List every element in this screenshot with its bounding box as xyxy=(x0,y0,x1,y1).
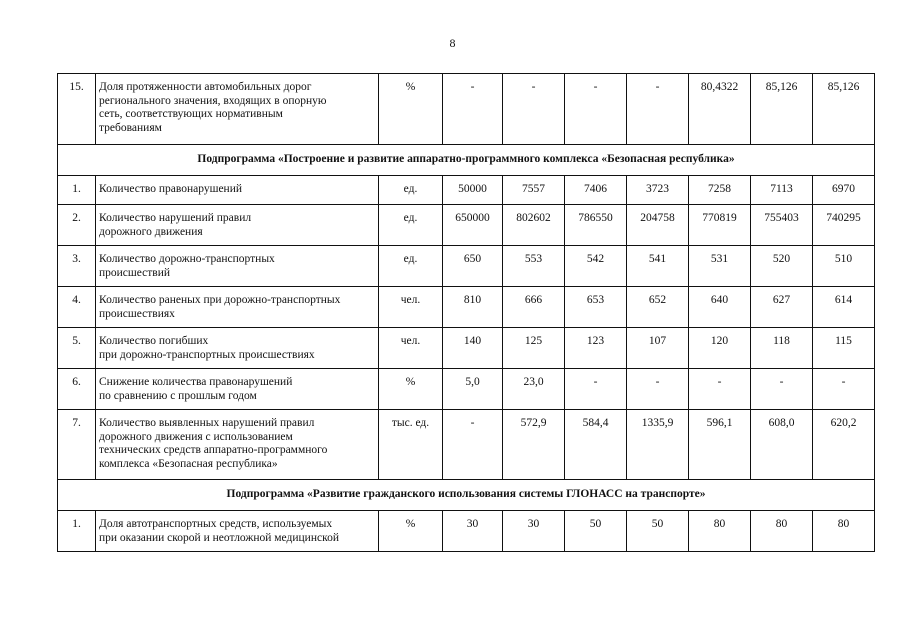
value-cell: 1335,9 xyxy=(627,410,689,480)
indicator-name-line: Доля протяженности автомобильных дорог xyxy=(99,81,312,93)
value-cell: 510 xyxy=(813,246,875,287)
value-cell: - xyxy=(565,369,627,410)
indicator-name-line: технических средств аппаратно-программного xyxy=(99,444,328,456)
indicator-name-line: сеть, соответствующих нормативным xyxy=(99,108,283,120)
value-cell: 85,126 xyxy=(751,74,813,145)
value-cell: 584,4 xyxy=(565,410,627,480)
value-cell: 7557 xyxy=(503,176,565,205)
value-cell: - xyxy=(443,410,503,480)
unit-cell: % xyxy=(379,74,443,145)
value-cell: 666 xyxy=(503,287,565,328)
value-cell: 650 xyxy=(443,246,503,287)
page-number: 8 xyxy=(449,36,456,50)
value-cell: 50 xyxy=(627,511,689,552)
row-number: 7. xyxy=(58,410,96,480)
value-cell: 542 xyxy=(565,246,627,287)
table-row xyxy=(58,246,875,287)
value-cell: 80,4322 xyxy=(689,74,751,145)
value-cell: 520 xyxy=(751,246,813,287)
indicator-name-line: регионального значения, входящих в опорную xyxy=(99,94,327,107)
row-number: 1. xyxy=(58,176,96,205)
table-row xyxy=(58,369,875,410)
indicator-name-line: Количество нарушений правил xyxy=(99,212,252,224)
value-cell: 115 xyxy=(813,328,875,369)
table-row xyxy=(58,328,875,369)
value-cell: 123 xyxy=(565,328,627,369)
unit-cell: ед. xyxy=(379,246,443,287)
indicator-name-line: Количество погибших xyxy=(99,335,209,347)
unit-cell: чел. xyxy=(379,328,443,369)
table-row xyxy=(58,176,875,205)
value-cell: 7113 xyxy=(751,176,813,205)
indicator-name-line: Количество правонарушений xyxy=(99,183,243,195)
indicator-name xyxy=(96,369,379,410)
row-number: 3. xyxy=(58,246,96,287)
row-number: 15. xyxy=(58,74,96,145)
value-cell: 770819 xyxy=(689,205,751,246)
indicator-name xyxy=(96,287,379,328)
indicator-name-line: по сравнению с прошлым годом xyxy=(99,389,257,402)
value-cell: 50 xyxy=(565,511,627,552)
value-cell: - xyxy=(813,369,875,410)
row-number: 6. xyxy=(58,369,96,410)
indicator-name-line: Снижение количества правонарушений xyxy=(99,376,293,388)
unit-cell: ед. xyxy=(379,176,443,205)
value-cell: 650000 xyxy=(443,205,503,246)
value-cell: 640 xyxy=(689,287,751,328)
value-cell: 553 xyxy=(503,246,565,287)
value-cell: - xyxy=(751,369,813,410)
value-cell: 107 xyxy=(627,328,689,369)
value-cell: 755403 xyxy=(751,205,813,246)
value-cell: 531 xyxy=(689,246,751,287)
value-cell: 740295 xyxy=(813,205,875,246)
table-row xyxy=(58,205,875,246)
value-cell: - xyxy=(627,74,689,145)
indicator-name-line: происшествиях xyxy=(99,307,175,320)
unit-cell: тыс. ед. xyxy=(379,410,443,480)
value-cell: - xyxy=(443,74,503,145)
value-cell: 802602 xyxy=(503,205,565,246)
table-row xyxy=(58,410,875,480)
unit-cell: % xyxy=(379,511,443,552)
subprogram-title: Подпрограмма «Построение и развитие аппаратно-программного комплекса «Безопасная республика» xyxy=(58,145,875,176)
value-cell: 786550 xyxy=(565,205,627,246)
indicator-name-line: при дорожно-транспортных происшествиях xyxy=(99,348,315,361)
value-cell: 50000 xyxy=(443,176,503,205)
row-number: 4. xyxy=(58,287,96,328)
value-cell: 120 xyxy=(689,328,751,369)
value-cell: 7258 xyxy=(689,176,751,205)
table-row xyxy=(58,511,875,552)
indicator-name-line: Количество раненых при дорожно-транспортных xyxy=(99,294,341,306)
indicator-name-line: при оказании скорой и неотложной медицинской xyxy=(99,531,339,544)
table-row xyxy=(58,74,875,145)
indicator-name-line: Доля автотранспортных средств, используемых xyxy=(99,518,333,530)
indicator-name-line: Количество дорожно-транспортных xyxy=(99,253,275,265)
value-cell: 596,1 xyxy=(689,410,751,480)
row-number: 2. xyxy=(58,205,96,246)
indicators-table xyxy=(57,73,875,552)
subprogram-title: Подпрограмма «Развитие гражданского использования системы ГЛОНАСС на транспорте» xyxy=(58,480,875,511)
value-cell: 810 xyxy=(443,287,503,328)
unit-cell: ед. xyxy=(379,205,443,246)
indicator-name-line: дорожного движения xyxy=(99,225,203,238)
indicator-name-line: Количество выявленных нарушений правил xyxy=(99,417,315,429)
value-cell: 7406 xyxy=(565,176,627,205)
value-cell: - xyxy=(627,369,689,410)
indicator-name-line: дорожного движения с использованием xyxy=(99,430,293,443)
value-cell: 3723 xyxy=(627,176,689,205)
value-cell: 608,0 xyxy=(751,410,813,480)
indicator-name-line: происшествий xyxy=(99,266,171,279)
indicator-name xyxy=(96,74,379,145)
value-cell: 572,9 xyxy=(503,410,565,480)
value-cell: - xyxy=(503,74,565,145)
value-cell: - xyxy=(689,369,751,410)
row-number: 5. xyxy=(58,328,96,369)
value-cell: 653 xyxy=(565,287,627,328)
row-number: 1. xyxy=(58,511,96,552)
value-cell: 30 xyxy=(503,511,565,552)
indicator-name xyxy=(96,410,379,480)
value-cell: 118 xyxy=(751,328,813,369)
value-cell: 125 xyxy=(503,328,565,369)
value-cell: 30 xyxy=(443,511,503,552)
value-cell: 620,2 xyxy=(813,410,875,480)
value-cell: - xyxy=(565,74,627,145)
value-cell: 5,0 xyxy=(443,369,503,410)
value-cell: 80 xyxy=(689,511,751,552)
indicator-name-line: требованиям xyxy=(99,121,162,134)
value-cell: 627 xyxy=(751,287,813,328)
indicator-name xyxy=(96,246,379,287)
value-cell: 6970 xyxy=(813,176,875,205)
value-cell: 652 xyxy=(627,287,689,328)
unit-cell: чел. xyxy=(379,287,443,328)
indicator-name xyxy=(96,176,379,205)
indicator-name xyxy=(96,205,379,246)
indicator-name xyxy=(96,511,379,552)
subprogram-header-row xyxy=(58,145,875,176)
value-cell: 541 xyxy=(627,246,689,287)
value-cell: 614 xyxy=(813,287,875,328)
indicator-name-line: комплекса «Безопасная республика» xyxy=(99,457,278,470)
value-cell: 204758 xyxy=(627,205,689,246)
value-cell: 80 xyxy=(751,511,813,552)
value-cell: 23,0 xyxy=(503,369,565,410)
table-row xyxy=(58,287,875,328)
indicator-name xyxy=(96,328,379,369)
value-cell: 80 xyxy=(813,511,875,552)
subprogram-header-row xyxy=(58,480,875,511)
unit-cell: % xyxy=(379,369,443,410)
value-cell: 140 xyxy=(443,328,503,369)
value-cell: 85,126 xyxy=(813,74,875,145)
